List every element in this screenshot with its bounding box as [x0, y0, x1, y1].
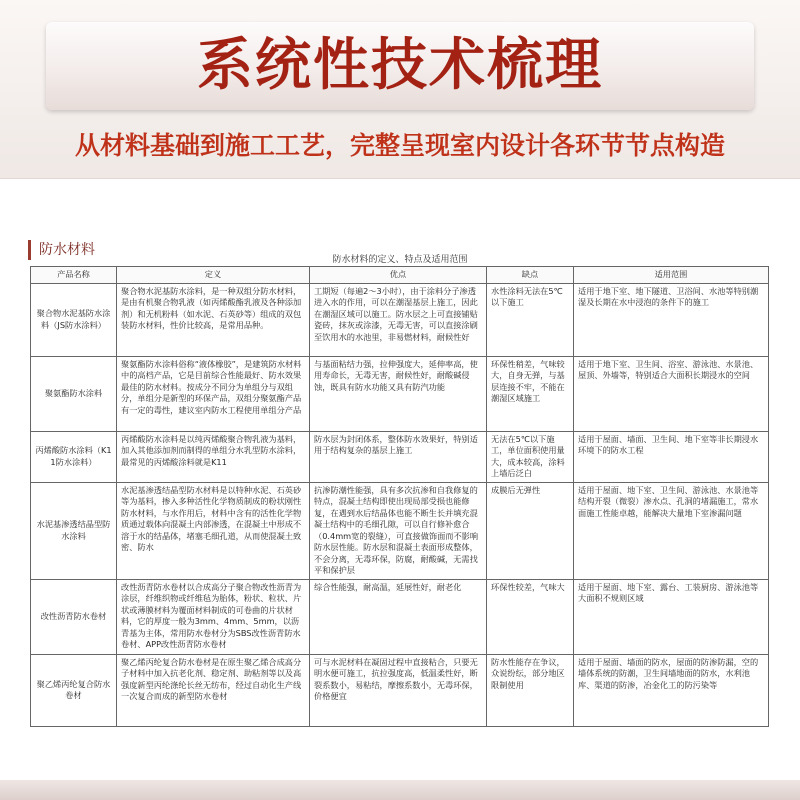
cons-cell: 环保性较差，气味大 — [487, 579, 574, 654]
product-name-cell: 改性沥青防水卷材 — [31, 579, 117, 654]
pros-cell: 抗渗防潮性能强，具有多次抗渗和自我修复的特点，混凝土结构即使出现局部受损也能修复，在遇到水后结晶体也能不断生长并填充混凝土结构中的毛细孔隙，可以自行修补愈合（0.4mm宽的裂缝），可直接做饰面而不影响防水层性能。防水层和混凝土表面形成整体，不会分离，无毒环保，防腐，耐酸碱，无需找平和保护层 — [310, 482, 487, 579]
table-row — [31, 579, 769, 654]
cons-cell: 防水性能存在争议，众说纷纭，部分地区限制使用 — [487, 654, 574, 726]
page-title: 系统性技术梳理 — [197, 33, 603, 98]
pros-cell: 与基面粘结力强，拉伸强度大，延伸率高，使用寿命长，无毒无害，耐候性好，耐酸碱侵蚀，既具有防水功能又具有防汽功能 — [310, 356, 487, 431]
definition-cell: 丙烯酸防水涂料是以纯丙烯酸聚合物乳液为基料，加入其他添加剂而制得的单组分水乳型防水涂料，最常见的丙烯酸涂料就是K11 — [117, 431, 310, 482]
scope-cell: 适用于屋面、墙面的防水，屋面的防渗防漏，空的墙体系统的防潮，卫生间墙地面的防水，水利池库、渠道的防渗，冶金化工的防污染等 — [574, 654, 769, 726]
column-header: 优点 — [310, 267, 487, 284]
pros-cell: 工期短（每遍2～3小时），由于涂料分子渗透进入水的作用，可以在潮湿基层上施工，因此在潮湿区域可以施工。防水层之上可直接铺贴瓷砖，抹灰或涂漆，无毒无害，可以直接涂刷至饮用水的水池里，非易燃材料，耐候性好 — [310, 283, 487, 356]
scope-cell: 适用于地下室、地下隧道、卫浴间、水池等特别潮湿及长期在水中浸泡的条件下的施工 — [574, 283, 769, 356]
pros-cell: 可与水泥材料在凝固过程中直接粘合，只要无明水便可施工，抗拉强度高，低温柔性好，断裂系数小，易粘结，摩擦系数小，无毒环保，价格便宜 — [310, 654, 487, 726]
scope-cell: 适用于地下室、卫生间、浴室、游泳池、水景池、屋顶、外墙等，特别适合大面积长期浸水的空间 — [574, 356, 769, 431]
definition-cell: 聚乙烯丙纶复合防水卷材是在原生聚乙烯合成高分子材料中加入抗老化剂、稳定剂、助粘剂等以及高强度新型丙纶涤纶长丝无纺布，经过自动化生产线一次复合而成的新型防水卷材 — [117, 654, 310, 726]
scope-cell: 适用于屋面、墙面、卫生间、地下室等非长期浸水环境下的防水工程 — [574, 431, 769, 482]
column-header: 产品名称 — [31, 267, 117, 284]
product-name-cell: 聚合物水泥基防水涂料（JS防水涂料） — [31, 283, 117, 356]
product-name-cell: 丙烯酸防水涂料（K11防水涂料） — [31, 431, 117, 482]
table-header-row — [31, 267, 769, 284]
table-row — [31, 356, 769, 431]
table-row — [31, 482, 769, 579]
definition-cell: 水泥基渗透结晶型防水材料是以特种水泥、石英砂等为基料，掺入多种活性化学物质制成的粉状刚性防水材料，与水作用后，材料中含有的活性化学物质通过载体向混凝土内部渗透，在混凝土中形成不溶于水的结晶体，堵塞毛细孔道，从而使混凝土致密、防水 — [117, 482, 310, 579]
cons-cell: 成膜后无弹性 — [487, 482, 574, 579]
product-name-cell: 聚乙烯丙纶复合防水卷材 — [31, 654, 117, 726]
cons-cell: 环保性稍差，气味较大，自身无弹，与基层连接不牢，不能在潮湿区域施工 — [487, 356, 574, 431]
definition-cell: 聚合物水泥基防水涂料，是一种双组分防水材料，是由有机聚合物乳液（如丙烯酸酯乳液及各种添加剂）和无机粉料（如水泥、石英砂等）组成的双包装防水材料，性价比较高，是常用品种。 — [117, 283, 310, 356]
cons-cell: 水性涂料无法在5℃以下施工 — [487, 283, 574, 356]
section-heading: 防水材料 — [28, 240, 95, 260]
table-row — [31, 431, 769, 482]
table-row — [31, 283, 769, 356]
footer-bar — [0, 780, 800, 800]
definition-cell: 改性沥青防水卷材以合成高分子聚合物改性沥青为涂层，纤维织物或纤维毡为胎体，粉状、粒状、片状或薄膜材料为覆面材料制成的可卷曲的片状材料，它的厚度一般为3mm、4mm、5mm，以沥青基为主体，常用防水卷材分为SBS改性沥青防水卷材、APP改性沥青防水卷材 — [117, 579, 310, 654]
column-header: 缺点 — [487, 267, 574, 284]
column-header: 定义 — [117, 267, 310, 284]
product-name-cell: 水泥基渗透结晶型防水涂料 — [31, 482, 117, 579]
product-name-cell: 聚氨酯防水涂料 — [31, 356, 117, 431]
table-caption: 防水材料的定义、特点及适用范围 — [332, 255, 468, 265]
pros-cell: 防水层为封闭体系，整体防水效果好，特别适用于结构复杂的基层上施工 — [310, 431, 487, 482]
cons-cell: 无法在5℃以下施工，单位面积使用量大，成本较高，涂料上墙后泛白 — [487, 431, 574, 482]
scope-cell: 适用于屋面、地下室、卫生间、游泳池、水景池等结构开裂（微裂）渗水点、孔洞的堵漏施工，常水面施工性能卓越，能解决大量地下室渗漏问题 — [574, 482, 769, 579]
definition-cell: 聚氨酯防水涂料俗称“液体橡胶”，是建筑防水材料中的高档产品，它是目前综合性能最好、防水效果最佳的防水材料。按成分不同分为单组分与双组分，单组分是新型的环保产品，双组分聚氨酯产品有一定的毒性，建议室内防水工程使用单组分产品 — [117, 356, 310, 431]
scope-cell: 适用于屋面、地下室、露台、工装厨房、游泳池等大面积不规则区域 — [574, 579, 769, 654]
column-header: 适用范围 — [574, 267, 769, 284]
page-subtitle: 从材料基础到施工工艺，完整呈现室内设计各环节节点构造 — [74, 131, 725, 160]
pros-cell: 综合性能强，耐高温，延展性好，耐老化 — [310, 579, 487, 654]
table-row — [31, 654, 769, 726]
header-banner — [0, 0, 800, 179]
waterproof-materials-table — [30, 266, 769, 727]
